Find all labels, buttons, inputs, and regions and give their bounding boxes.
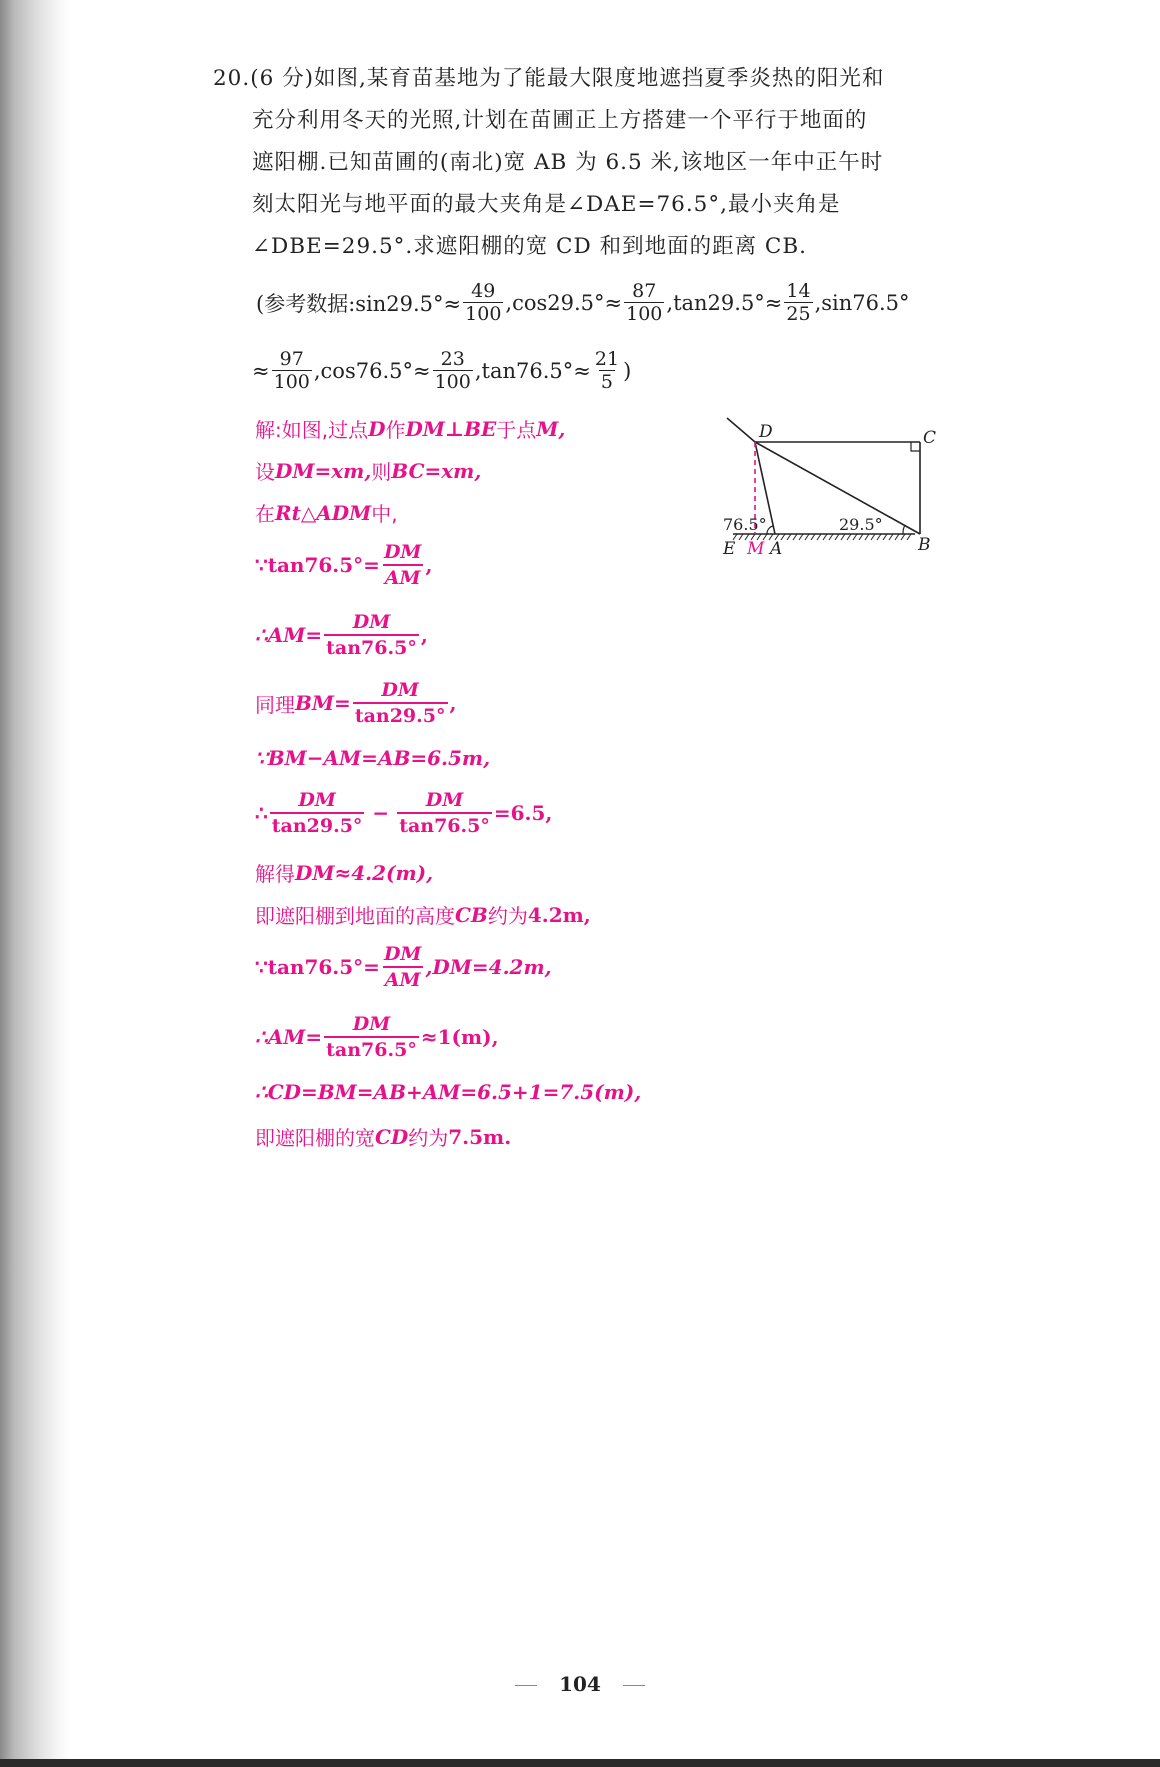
ref1-mid1: ,cos29.5°≈ (505, 290, 623, 315)
solution-line-13 (255, 1080, 641, 1104)
solution-line-7 (255, 746, 490, 770)
reference-data-line-1 (256, 280, 910, 325)
fraction (270, 788, 365, 838)
question-line-1: 20.(6 分)如图,某育苗基地为了能最大限度地遮挡夏季炎热的阳光和 (213, 66, 885, 91)
text: 在 (255, 502, 275, 526)
ray-extension (727, 418, 755, 442)
denominator: 100 (626, 303, 663, 325)
label-A: A (770, 539, 783, 559)
text: , (449, 691, 457, 715)
numerator: 23 (440, 348, 465, 370)
text: 即遮阳棚的宽 (255, 1126, 375, 1150)
text: 解得 (255, 862, 295, 886)
angle-arc-B (903, 525, 905, 534)
text: 设 (255, 460, 275, 484)
ref1-mid2: ,tan29.5°≈ (666, 290, 783, 315)
denominator: tan29.5° (353, 702, 448, 728)
solution-line-3 (255, 498, 398, 527)
text: Rt△ADM (275, 500, 372, 525)
footer-dash-left (515, 1685, 537, 1686)
numerator: DM (425, 789, 464, 811)
denominator: tan76.5° (324, 634, 419, 660)
solution-line-6 (255, 678, 456, 728)
text: CB (455, 902, 488, 927)
text: ,DM=4.2m, (425, 955, 552, 979)
solution-line-4 (255, 540, 432, 590)
text: 4.2m, (527, 902, 591, 927)
solution-line-9 (255, 858, 433, 887)
text: 即遮阳棚到地面的高度 (255, 904, 455, 928)
geometry-figure (715, 410, 940, 560)
text: BC=xm, (391, 458, 482, 483)
solution-line-1 (255, 414, 565, 443)
segment-DB (755, 442, 920, 534)
question-line-5: ∠DBE=29.5°.求遮阳棚的宽 CD 和到地面的距离 CB. (252, 234, 807, 259)
footer-dash-right (623, 1685, 645, 1686)
solution-line-12 (255, 1012, 499, 1062)
text: , (425, 553, 433, 577)
question-line-3: 遮阳棚.已知苗圃的(南北)宽 AB 为 6.5 米,该地区一年中正午时 (252, 150, 884, 175)
angle-label-B: 29.5° (839, 515, 883, 534)
ref2-suffix: ) (623, 358, 632, 383)
numerator: DM (352, 1013, 391, 1035)
text: 约为 (408, 1126, 449, 1150)
angle-label-A: 76.5° (723, 515, 767, 534)
text: 同理 (255, 692, 295, 717)
text: ∵tan76.5°= (255, 553, 380, 577)
text: 中, (371, 502, 398, 526)
numerator: DM (352, 611, 391, 633)
ref1-prefix: (参考数据:sin29.5°≈ (256, 291, 462, 316)
text: ∵tan76.5°= (255, 955, 380, 979)
denominator: tan29.5° (270, 812, 365, 838)
text: CD (375, 1124, 409, 1149)
fraction (593, 348, 621, 393)
denominator: 25 (786, 303, 811, 325)
fraction (433, 348, 473, 393)
denominator: AM (383, 564, 423, 590)
ref2-mid1: ,cos76.5°≈ (313, 358, 431, 383)
fraction (624, 280, 664, 325)
denominator: tan76.5° (324, 1036, 419, 1062)
question-line-4: 刻太阳光与地平面的最大夹角是∠DAE=76.5°,最小夹角是 (252, 192, 841, 217)
fraction (324, 610, 419, 660)
text: ∴AM= (255, 623, 323, 647)
angle-arc-A (767, 526, 773, 534)
text: D (368, 416, 386, 441)
solution-line-14 (255, 1122, 511, 1151)
ref1-suffix: ,sin76.5° (814, 290, 910, 315)
text: ∴CD=BM=AB+AM=6.5+1=7.5(m), (255, 1080, 642, 1104)
bottom-edge-bar (0, 1759, 1160, 1767)
text: DM⊥BE (405, 416, 497, 441)
text: 于点 (496, 418, 537, 442)
label-B: B (918, 535, 931, 555)
numerator: 87 (632, 280, 657, 302)
label-D: D (759, 422, 773, 442)
ref2-prefix: ≈ (252, 358, 270, 383)
solution-line-8 (255, 788, 552, 838)
label-C: C (923, 428, 937, 448)
denominator: 5 (600, 371, 614, 393)
label-M: M (747, 539, 765, 559)
ref2-mid2: ,tan76.5°≈ (474, 358, 591, 383)
text: BM= (295, 691, 351, 715)
fraction (397, 788, 492, 838)
fraction (353, 678, 448, 728)
fraction (784, 280, 812, 325)
numerator: 14 (786, 280, 811, 302)
fraction (382, 540, 424, 590)
text: ∴AM= (255, 1025, 323, 1049)
page-footer (0, 1672, 1160, 1696)
numerator: DM (383, 943, 422, 965)
text: M, (536, 416, 566, 441)
text: , (420, 623, 428, 647)
solution-line-11 (255, 942, 552, 992)
denominator: 100 (273, 371, 310, 393)
fraction (324, 1012, 419, 1062)
denominator: 100 (465, 303, 502, 325)
fraction (382, 942, 424, 992)
fraction (463, 280, 503, 325)
text: ∵BM−AM=AB=6.5m, (255, 746, 491, 770)
denominator: tan76.5° (397, 812, 492, 838)
solution-line-2 (255, 456, 481, 485)
solution-line-5 (255, 610, 428, 660)
solution-line-10 (255, 900, 591, 929)
text: ≈1(m), (420, 1025, 499, 1049)
text: ∴ (255, 801, 268, 825)
text: DM≈4.2(m), (295, 860, 434, 885)
text: 作 (385, 418, 406, 442)
text: 约为 (487, 904, 528, 928)
text: 7.5m. (448, 1124, 512, 1149)
denominator: 100 (434, 371, 471, 393)
numerator: 21 (594, 348, 620, 370)
text: 解:如图,过点 (255, 418, 369, 442)
text: 则 (371, 460, 392, 484)
reference-data-line-2 (252, 348, 631, 393)
text: DM=xm, (275, 458, 372, 483)
numerator: 49 (471, 280, 496, 302)
numerator: DM (381, 679, 419, 701)
text: =6.5, (493, 801, 553, 825)
numerator: DM (383, 541, 422, 563)
text: − (372, 801, 390, 825)
page-number: 104 (559, 1672, 601, 1696)
numerator: DM (298, 789, 336, 811)
page-binding-shadow (0, 0, 70, 1767)
right-angle-mark-C (911, 442, 920, 451)
denominator: AM (383, 966, 423, 992)
numerator: 97 (279, 348, 304, 370)
question-line-2: 充分利用冬天的光照,计划在苗圃正上方搭建一个平行于地面的 (252, 108, 868, 133)
label-E: E (723, 539, 736, 559)
fraction (272, 348, 312, 393)
